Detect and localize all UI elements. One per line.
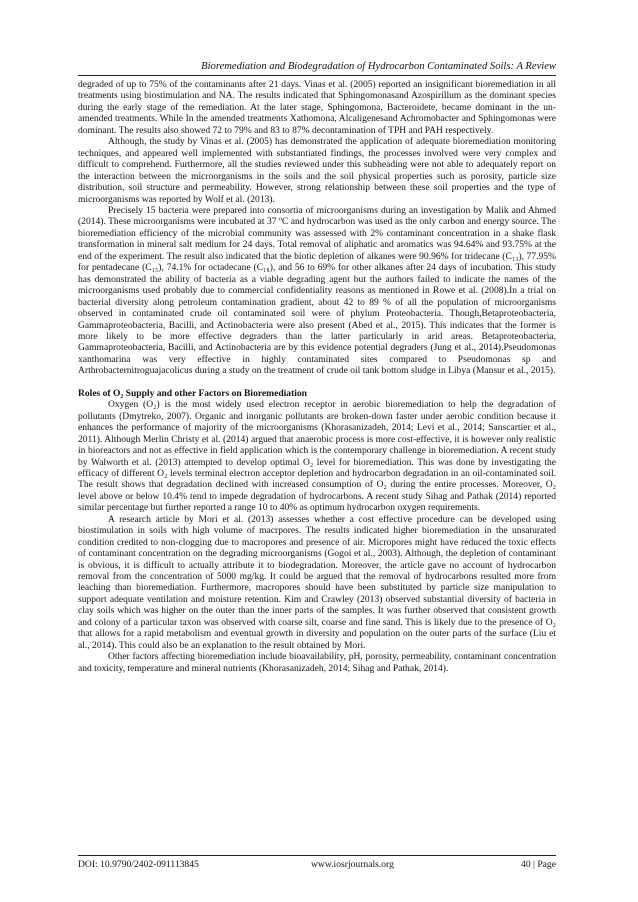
paragraph-macropores: A research article by Mori et al. (2013) assesses whether a cost effective procedure can be developed using biostimulation in soils with high volume of macrpores. The results indicated higher bioremediation in the unsaturated condition credited to non-clogging due to macropores and presence of air. Micropores might have reduced the toxic effects of contaminant concentration on the degrading microorganisms (Gogoi et al., 2003). Although, the depletion of contaminant is obvious, it is difficult to actually attribute it to biodegradation. Moreover, the article gave no account of hydrocarbon removal from the concentration of 5000 mg/kg. It could be argued that the removal of hydrocarbons resulted more from leaching than bioremediation. Furthermore, macropores should have been substituted by particle size manipulation to support adequate ventilation and moisture retention. Kim and Crawley (2013) observed substantial diversity of bacteria in clay soils which was higher on the outer than the inner parts of the samples. It was further observed that consistent growth and colony of a particular taxon was observed with coarse silt, coarse and fine sand. This is likely due to the presence of O₂ that allows for a rapid metabolism and eventual growth in diversity and population on the outer parts of the surface (Liu et al., 2014). This could also be an explanation to the result obtained by Mori. [78,513,556,651]
paragraph-spacer [78,377,556,388]
paragraph-other-factors: Other factors affecting bioremediation include bioavailability, pH, porosity, permeability, contaminant concentration and toxicity, temperature and mineral nutrients (Khorasanizadeh, 2014; Sihag and Pathak, 2014). [78,651,556,674]
paragraph-continuation: degraded of up to 75% of the contaminants after 21 days. Vinas et al. (2005) reported an insignificant bioremediation in all treatments using biostimulation and NA. The results indicated that Sphingomonasand Azospirillum as the dominant species during the early stage of the remediation. At the later stage, Sphingomona, Bacteroidete, became dominant in the un-amended treatments. While In the amended treatments Xathomona, Alcaligenesand Achromobacter and Sphingomonas were dominant. The results also showed 72 to 79% and 83 to 87% decontamination of TPH and PAH respectively. [78,79,556,136]
header-divider [78,75,556,76]
footer-divider [78,855,556,856]
paragraph-vinas-critique: Although, the study by Vinas et al. (2005) has demonstrated the application of adequate bioremediation monitoring techniques, and appeared well implemented with substantiated findings, the processes involved were very complex and difficult to comprehend. Furthermore, all the studies reviewed under this subheading were not able to adequately report on the interaction between the microorganisms in the soils and the soil physical properties such as porosity, particle size distribution, soil structure and permeability. However, strong relationship between these soil properties and the type of microorganisms was reported by Wolf et al. (2013). [78,136,556,205]
running-header: Bioremediation and Biodegradation of Hydrocarbon Contaminated Soils: A Review [201,61,556,72]
page-footer [78,859,556,871]
paragraph-oxygen-role: Oxygen (O₂) is the most widely used electron receptor in aerobic bioremediation to help the degradation of pollutants (Dmytreko, 2007). Organic and inorganic pollutants are broken-down faster under aerobic condition because it enhances the performance of majority of the microorganisms (Khorasanizadeh, 2014; Levi et al., 2014; Sanscartier et al., 2011). Although Merlin Christy et al. (2014) argued that anaerobic process is more cost-effective, it is however only realistic in bioreactors and not as effective in field application which is the contemporary challenge in bioremediation. A recent study by Walworth et al. (2013) attempted to develop optimal O₂ level for bioremediation. This was done by investigating the efficacy of different O₂ levels terminal electron acceptor depletion and hydrocarbon degradation in an oil-contaminated soil. The result shows that degradation declined with increased consumption of O₂ during the entire processes. Moreover, O₂ level above or below 10.4% tend to impede degradation of hydrocarbons. A recent study Sihag and Pathak (2014) reported similar percentage but further reported a range 10 to 40% as optimum hydrocarbon oxygen requirements. [78,399,556,514]
footer-website: www.iosrjournals.org [311,859,394,870]
section-heading: Roles of O₂ Supply and other Factors on Bioremediation [78,387,307,399]
footer-page-number: 40 | Page [521,859,556,870]
paragraph-bacteria-consortia: Precisely 15 bacteria were prepared into consortia of microorganisms during an investigation by Malik and Ahmed (2014). These microorganisms were incubated at 37 ºC and hydrocarbon was used as the only carbon and energy source. The bioremediation efficiency of the microbial community was assessed with 2% contaminant concentration in a shake flask transformation in mineral salt medium for 24 days. Total removal of aliphatic and aromatics was 94.64% and 93.75% at the end of the experiment. The result also indicated that the biotic depletion of alkanes were 90.96% for tridecane (C₁₃), 77.95% for pentadecane (C₁₅), 74.1% for octadecane (C₁₈), and 56 to 69% for other alkanes after 24 days of incubation. This study has demonstrated the ability of bacteria as a viable degrading agent but the authors failed to indicate the names of the microorganisms used probably due to commercial confidentiality reasons as mentioned in Rowe et al. (2008).In a trial on bacterial diversity along petroleum contamination gradient, about 42 to 89 % of all the population of microorganisms observed in contaminated crude oil contaminated soil were of phylum Proteobacteria. Though,Betaproteobacteria, Gammaproteobacteria, Bacilli, and Actinobacteria were also present (Abed et al., 2015). This indicates that the former is more likely to be more effective degraders than the latter particularly in arid areas. Betaproteobacteria, Gammaproteobacteria, Bacilli, and Actinobacteria are by this evidence potential degraders (Jung et al., 2014).Pseudomonas xanthomarina was very effective in highly contaminated sites compared to Pseudomonas sp and Arthrobacternitroguajacolicus during a study on the treatment of crude oil tank bottom sludge in Libya (Mansur et al., 2015). [78,204,556,377]
article-body [78,79,556,674]
footer-doi: DOI: 10.9790/2402-091113845 [78,859,199,870]
